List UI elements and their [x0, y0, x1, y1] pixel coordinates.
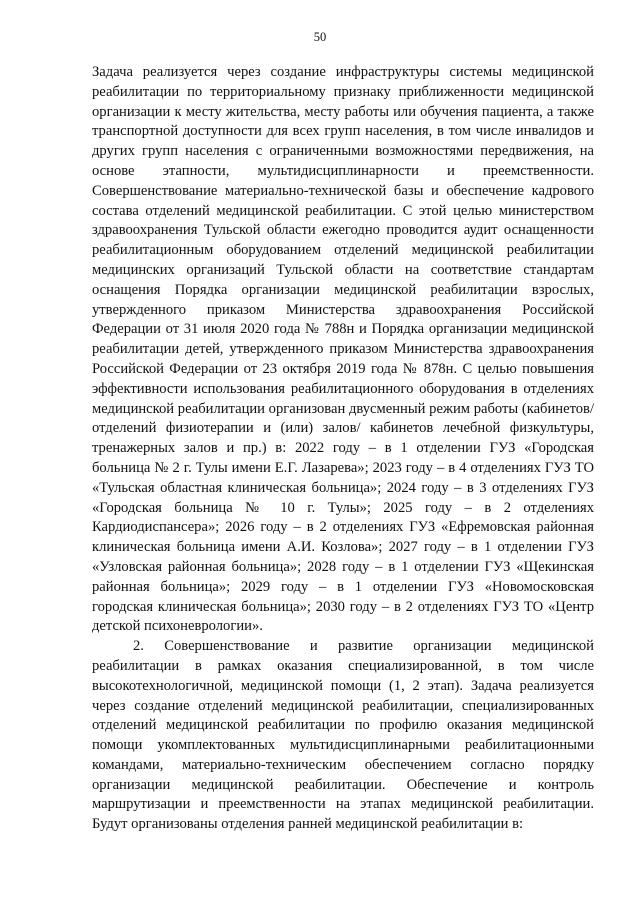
paragraph-2: 2. Совершенствование и развитие организации медицинской реабилитации в рамках оказания специализированной, в том числе высокотехнологичной, медицинской помощи (1, 2 этап). Задача реализуется через создание отделений медицинской реабилитации, специализированных отделений медицинской реабилитации по профилю оказания медицинской помощи укомплектованных мультидисциплинарными реабилитационными командами, материально-техническим обеспечением согласно порядку организации медицинской реабилитации. Обеспечение и контроль маршрутизации и преемственности на этапах медицинской реабилитации. Будут организованы отделения ранней медицинской реабилитации в: [92, 638, 594, 833]
paragraph-1: Задача реализуется через создание инфраструктуры системы медицинской реабилитации по территориальному признаку приближенности медицинской организации к месту жительства, месту работы или обучения пациента, а также транспортной доступности для всех групп населения, в том числе инвалидов и других групп населения с ограниченными возможностями передвижения, на основе этапности, мультидисциплинарности и преемственности. Совершенствование материально-технической базы и обеспечение кадрового состава отделений медицинской реабилитации. С этой целью министерством здравоохранения Тульской области ежегодно проводится аудит оснащенности реабилитационным оборудованием отделений медицинской реабилитации медицинских организаций Тульской области на соответствие стандартам оснащения Порядка организации медицинской реабилитации взрослых, утвержденного приказом Министерства здравоохранения Российской Федерации от 31 июля 2020 года № 788н и Порядка организации медицинской реабилитации детей, утвержденного приказом Министерства здравоохранения Российской Федерации от 23 октября 2019 года № 878н. С целью повышения эффективности использования реабилитационного оборудования в отделениях медицинской реабилитации организован двусменный режим работы (кабинетов/ отделений физиотерапии и (или) залов/ кабинетов лечебной физкультуры, тренажерных залов и пр.) в: 2022 году – в 1 отделении ГУЗ «Городская больница № 2 г. Тулы имени Е.Г. Лазарева»; 2023 году – в 4 отделениях ГУЗ ТО «Тульская областная клиническая больница»; 2024 году – в 3 отделениях ГУЗ «Городская больница № 10 г. Тулы»; 2025 году – в 2 отделениях Кардиодиспансера»; 2026 году – в 2 отделениях ГУЗ «Ефремовская районная клиническая больница имени А.И. Козлова»; 2027 году – в 1 отделении ГУЗ «Узловская районная больница»; 2028 году – в 1 отделении ГУЗ «Щекинская районная больница»; 2029 году – в 1 отделении ГУЗ «Новомосковская городская клиническая больница»; 2030 году – в 2 отделениях ГУЗ ТО «Центр детской психоневрологии». [92, 64, 594, 635]
document-body [92, 63, 594, 835]
page-number: 50 [313, 30, 327, 44]
